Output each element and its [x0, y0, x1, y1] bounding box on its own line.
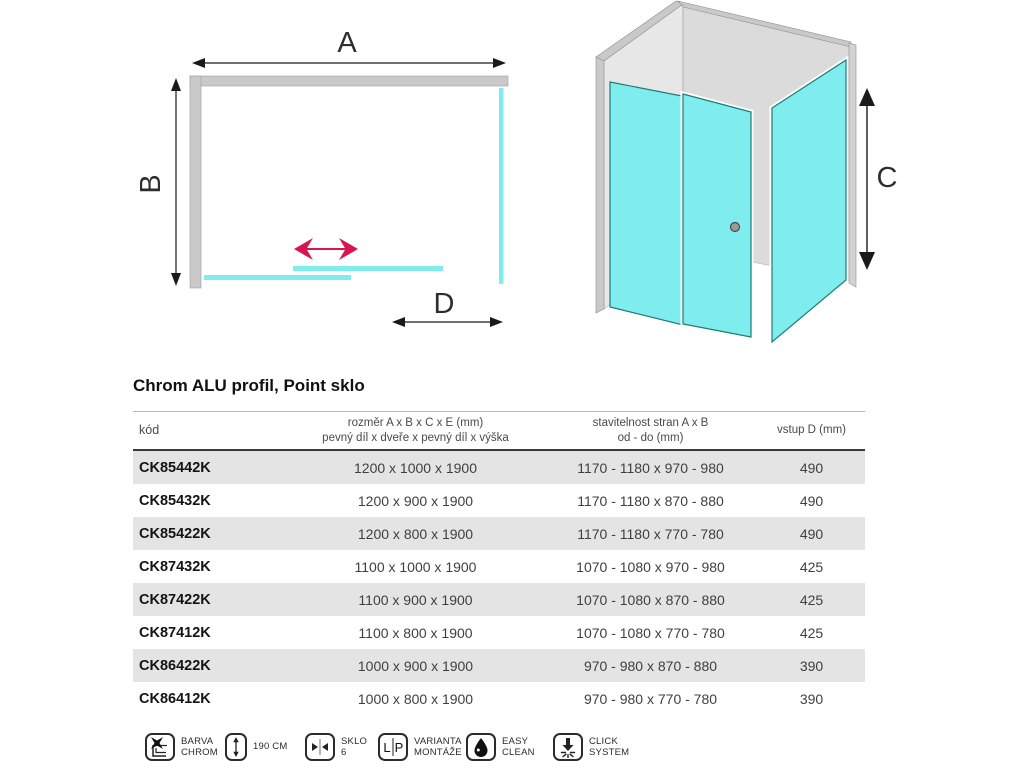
cell-rozmer: 1100 x 800 x 1900	[358, 624, 473, 641]
table-header-row	[133, 412, 865, 451]
dimension-c-arrow	[859, 88, 875, 270]
chrome-color-icon	[145, 733, 175, 761]
iso-sliding-door-panel	[683, 94, 751, 337]
cell-kod: CK87432K	[139, 558, 211, 575]
cell-stavitelnost: 1170 - 1180 x 870 - 880	[577, 492, 724, 509]
spec-section	[133, 376, 865, 715]
feature-label: CLICK SYSTEM	[589, 735, 630, 758]
iso-fixed-glass-panel	[610, 82, 687, 326]
iso-right-wall-outer-edge	[849, 43, 856, 287]
door-knob-icon	[731, 223, 740, 232]
cell-stavitelnost: 970 - 980 x 770 - 780	[583, 690, 718, 707]
table-row	[133, 517, 865, 550]
glass-thickness-icon	[305, 733, 335, 761]
cell-stavitelnost: 1170 - 1180 x 770 - 780	[577, 525, 724, 542]
cell-stavitelnost: 1070 - 1080 x 970 - 980	[576, 558, 725, 575]
feature-label: SKLO 6	[341, 735, 368, 758]
cell-rozmer: 1000 x 900 x 1900	[357, 657, 474, 674]
easy-clean-icon	[466, 733, 496, 761]
cell-rozmer: 1200 x 800 x 1900	[357, 525, 474, 542]
plan-top-wall	[190, 76, 508, 86]
cell-stavitelnost: 1070 - 1080 x 770 - 780	[576, 624, 725, 641]
cell-vstup: 490	[799, 492, 824, 509]
cell-vstup: 425	[799, 558, 824, 575]
svg-text:P: P	[394, 740, 404, 755]
dimension-a-arrow	[192, 58, 506, 68]
table-row	[133, 583, 865, 616]
iso-side-glass-panel	[772, 60, 846, 342]
header-stavitelnost: stavitelnost stran A x B od - do (mm)	[592, 417, 709, 444]
height-icon	[225, 733, 247, 761]
section-title: Chrom ALU profil, Point sklo	[133, 376, 365, 395]
plan-fixed-glass-panel	[204, 275, 351, 280]
cell-kod: CK87412K	[139, 624, 211, 641]
cell-rozmer: 1100 x 900 x 1900	[358, 591, 473, 608]
cell-kod: CK86412K	[139, 690, 211, 707]
header-vstup: vstup D (mm)	[777, 424, 846, 437]
table-row	[133, 484, 865, 517]
plan-side-glass-panel	[499, 88, 504, 284]
dimension-b-label: B	[135, 174, 167, 194]
cell-vstup: 425	[799, 591, 824, 608]
cell-rozmer: 1200 x 1000 x 1900	[354, 459, 477, 476]
cell-rozmer: 1000 x 800 x 1900	[357, 690, 474, 707]
cell-rozmer: 1100 x 1000 x 1900	[354, 558, 477, 575]
feature-varianta-montaze	[378, 733, 462, 761]
plan-view-diagram	[130, 20, 550, 350]
table-row	[133, 616, 865, 649]
cell-kod: CK85422K	[139, 525, 211, 542]
feature-label: BARVA CHROM	[181, 735, 218, 758]
cell-stavitelnost: 970 - 980 x 870 - 880	[583, 657, 718, 674]
cell-rozmer: 1200 x 900 x 1900	[357, 492, 474, 509]
feature-sklo-6	[305, 733, 367, 761]
header-kod: kód	[139, 422, 160, 437]
feature-easy-clean	[466, 733, 535, 761]
table-row	[133, 451, 865, 484]
table-row	[133, 682, 865, 715]
cell-kod: CK85432K	[139, 492, 211, 509]
cell-vstup: 490	[799, 459, 824, 476]
dimension-b-arrow	[171, 78, 181, 286]
cell-stavitelnost: 1170 - 1180 x 970 - 980	[577, 459, 724, 476]
feature-label: VARIANTA MONTÁŽE	[414, 735, 462, 758]
cell-vstup: 490	[799, 525, 824, 542]
cell-vstup: 390	[799, 657, 824, 674]
plan-sliding-door-panel	[293, 266, 443, 271]
header-rozmer: rozměr A x B x C x E (mm) pevný díl x dveře x pevný díl x výška	[322, 417, 509, 444]
feature-label: EASY CLEAN	[502, 735, 535, 758]
table-row	[133, 550, 865, 583]
isometric-view-diagram	[575, 0, 900, 352]
dimension-d-label: D	[433, 288, 455, 320]
feature-barva-chrom	[145, 733, 218, 761]
cell-kod: CK87422K	[139, 591, 211, 608]
table-row	[133, 649, 865, 682]
dimension-c-label: C	[876, 162, 898, 194]
feature-label: 190 CM	[253, 741, 288, 753]
cell-kod: CK86422K	[139, 657, 211, 674]
click-system-icon	[553, 733, 583, 761]
spec-table	[133, 411, 865, 715]
plan-left-wall	[190, 76, 201, 288]
dimension-a-label: A	[337, 27, 357, 59]
feature-click-system	[553, 733, 629, 761]
feature-height-190	[225, 733, 287, 761]
svg-text:L: L	[383, 740, 391, 755]
feature-icons-row	[0, 733, 1024, 767]
mount-variant-icon	[378, 733, 408, 761]
cell-vstup: 425	[799, 624, 824, 641]
cell-vstup: 390	[799, 690, 824, 707]
cell-stavitelnost: 1070 - 1080 x 870 - 880	[576, 591, 725, 608]
cell-kod: CK85442K	[139, 459, 211, 476]
iso-left-wall-front-edge	[596, 57, 604, 313]
slide-direction-arrow-icon	[294, 238, 358, 260]
